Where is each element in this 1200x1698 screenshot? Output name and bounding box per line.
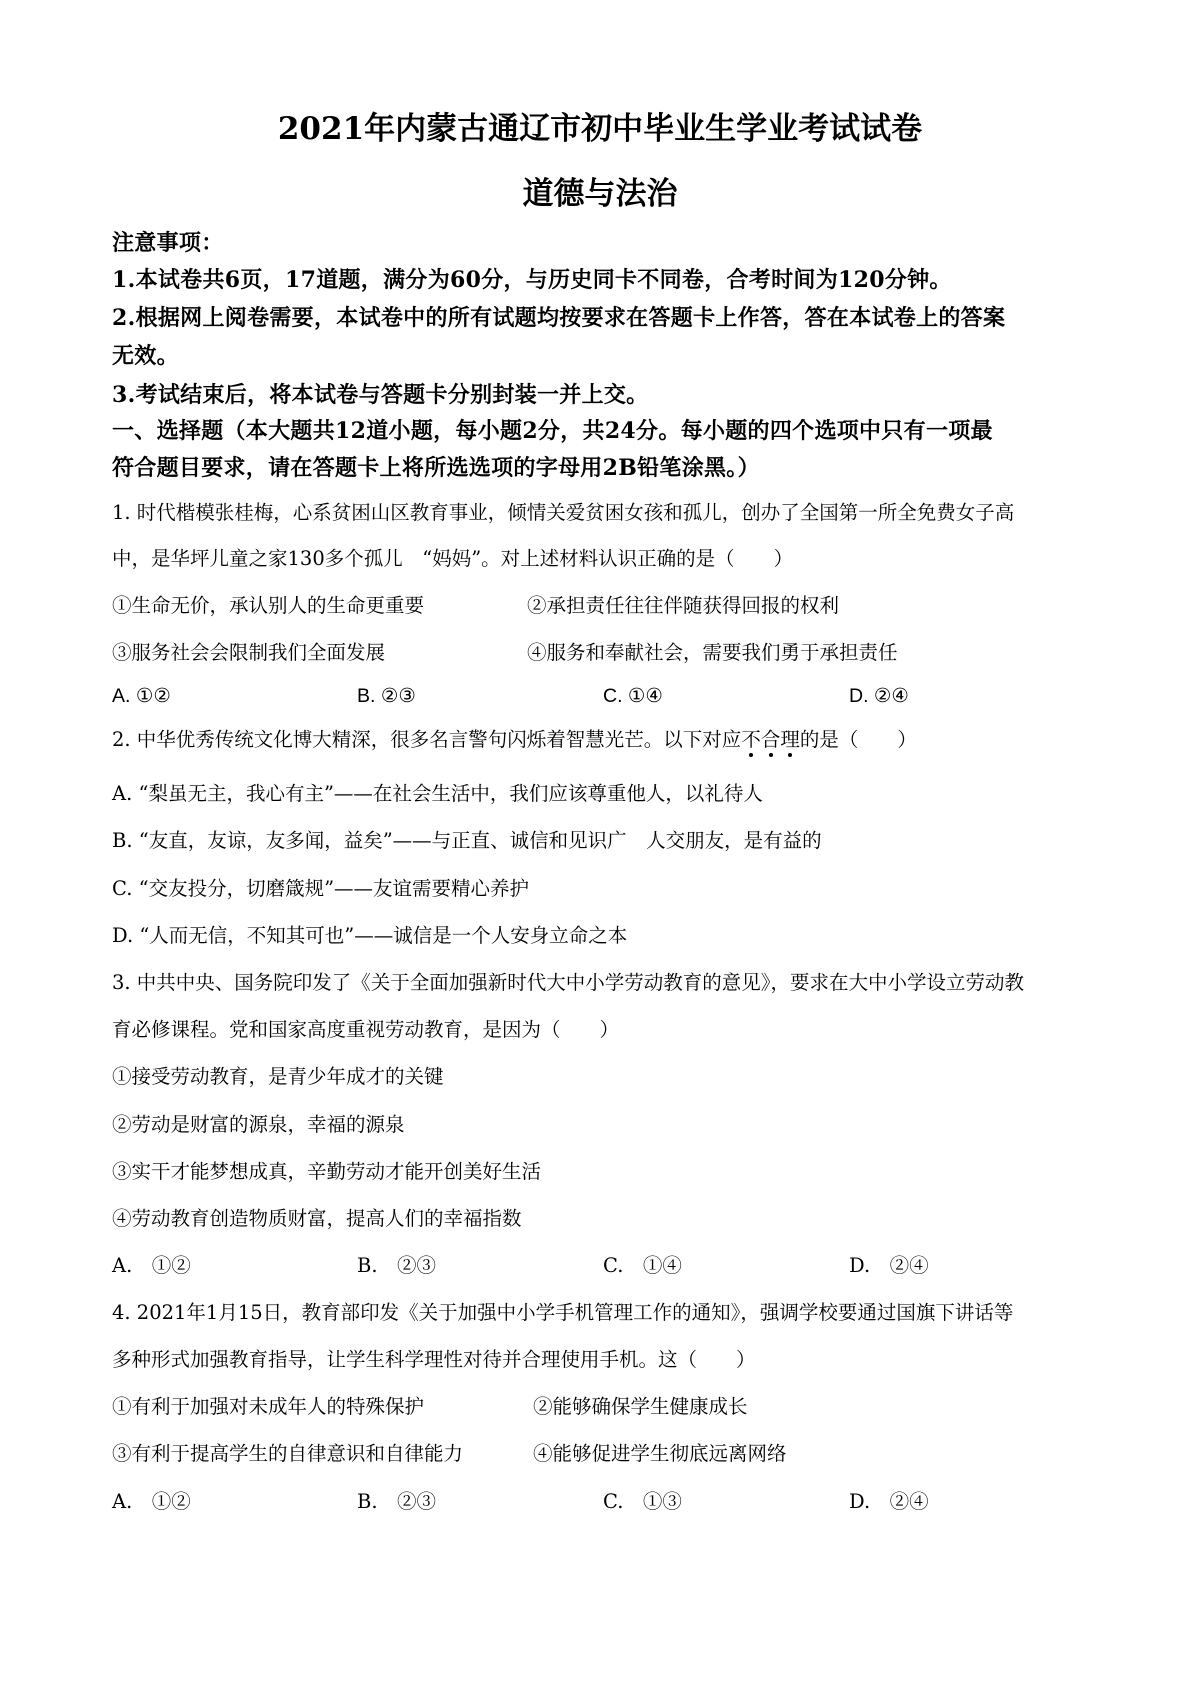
exam-title: 2021年内蒙古通辽市初中毕业生学业考试试卷 [277, 111, 923, 147]
question-4-statement: ②能够确保学生健康成长 [533, 1395, 748, 1418]
question-2-option-d: D. “人而无信，不知其可也”——诚信是一个人安身立命之本 [112, 924, 628, 947]
notice-item: 无效。 [112, 343, 179, 369]
question-1-statement: ①生命无价，承认别人的生命更重要 [112, 594, 425, 617]
section-instruction: 符合题目要求，请在答题卡上将所选选项的字母用2B铅笔涂黑。） [112, 455, 760, 481]
question-3-stem: 育必修课程。党和国家高度重视劳动教育，是因为（ ） [112, 1018, 620, 1041]
question-3-option-b: B. ②③ [357, 1254, 437, 1277]
question-4-option-b: B. ②③ [357, 1490, 437, 1513]
question-1-option-d: D. ②④ [849, 685, 909, 707]
question-2-option-c: C. “交友投分，切磨箴规”——友谊需要精心养护 [112, 877, 530, 900]
exam-subject: 道德与法治 [522, 176, 678, 212]
question-4-statement: ③有利于提高学生的自律意识和自律能力 [112, 1442, 464, 1465]
question-2-option-a: A. “梨虽无主，我心有主”——在社会生活中，我们应该尊重他人，以礼待人 [112, 782, 763, 805]
question-3-option-d: D. ②④ [849, 1254, 929, 1277]
section-instruction: 一、选择题（本大题共12道小题，每小题2分，共24分。每小题的四个选项中只有一项最 [112, 418, 993, 444]
question-3-stem: 3. 中共中央、国务院印发了《关于全面加强新时代大中小学劳动教育的意见》，要求在大中小学设立劳动教 [112, 971, 1025, 994]
question-4-stem: 多种形式加强教育指导，让学生科学理性对待并合理使用手机。这（ ） [112, 1348, 756, 1371]
notice-item: 2.根据网上阅卷需要，本试卷中的所有试题均按要求在答题卡上作答，答在本试卷上的答案 [112, 305, 1006, 331]
question-4-option-c: C. ①③ [603, 1490, 682, 1513]
question-1-option-b: B. ②③ [357, 685, 416, 707]
question-1-option-c: C. ①④ [603, 685, 663, 707]
notice-heading: 注意事项： [112, 230, 224, 256]
question-2-stem: 2. 中华优秀传统文化博大精深，很多名言警句闪烁着智慧光芒。以下对应不合理的是（ ） [112, 724, 917, 752]
emphasis-char: 理 [780, 724, 800, 752]
notice-item: 3.考试结束后，将本试卷与答题卡分别封装一并上交。 [112, 382, 649, 408]
question-3-statement: ②劳动是财富的源泉，幸福的源泉 [112, 1113, 405, 1136]
question-4-stem: 4. 2021年1月15日，教育部印发《关于加强中小学手机管理工作的通知》，强调学校要通过国旗下讲话等 [112, 1301, 1014, 1324]
question-1-stem: 中，是华坪儿童之家130多个孤儿 “妈妈”。对上述材料认识正确的是（ ） [112, 547, 794, 570]
question-3-statement: ③实干才能梦想成真，辛勤劳动才能开创美好生活 [112, 1160, 542, 1183]
question-3-option-c: C. ①④ [603, 1254, 682, 1277]
notice-item: 1.本试卷共6页，17道题，满分为60分，与历史同卡不同卷，合考时间为120分钟。 [112, 267, 952, 293]
question-4-option-a: A. ①② [112, 1490, 191, 1513]
question-1-option-a: A. ①② [112, 685, 171, 707]
question-3-statement: ①接受劳动教育，是青少年成才的关键 [112, 1065, 444, 1088]
question-1-stem: 1. 时代楷模张桂梅，心系贫困山区教育事业，倾情关爱贫困女孩和孤儿，创办了全国第一所全免费女子高 [112, 501, 1015, 524]
emphasis-char: 不 [741, 724, 761, 752]
question-1-statement: ③服务社会会限制我们全面发展 [112, 641, 386, 664]
question-1-statement: ④服务和奉献社会，需要我们勇于承担责任 [527, 641, 898, 664]
question-3-statement: ④劳动教育创造物质财富，提高人们的幸福指数 [112, 1207, 522, 1230]
question-2-option-b: B. “友直，友谅，友多闻，益矣”——与正直、诚信和见识广 人交朋友，是有益的 [112, 829, 822, 852]
question-4-option-d: D. ②④ [849, 1490, 929, 1513]
emphasis-char: 合 [761, 724, 781, 752]
question-3-option-a: A. ①② [112, 1254, 191, 1277]
question-4-statement: ①有利于加强对未成年人的特殊保护 [112, 1395, 425, 1418]
question-4-statement: ④能够促进学生彻底远离网络 [533, 1442, 787, 1465]
question-1-statement: ②承担责任往往伴随获得回报的权利 [527, 594, 840, 617]
